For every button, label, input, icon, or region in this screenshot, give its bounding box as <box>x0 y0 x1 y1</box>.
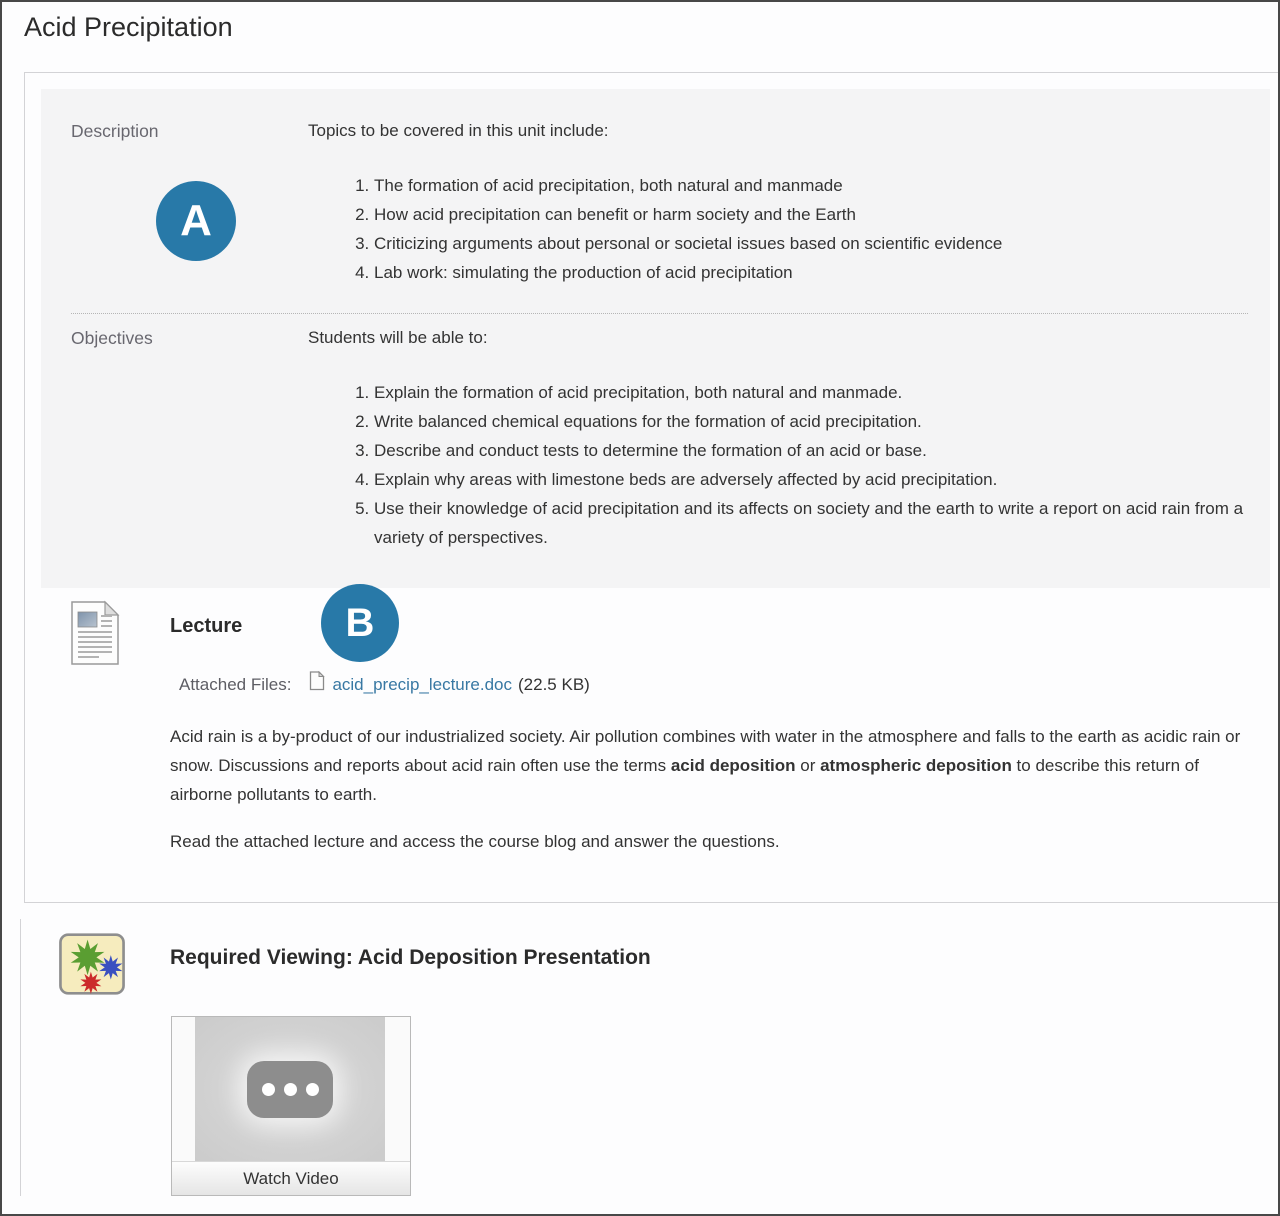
video-placeholder-icon <box>247 1061 333 1118</box>
lecture-instruction: Read the attached lecture and access the course blog and answer the questions. <box>170 832 780 851</box>
objectives-list-item: 4. Explain why areas with limestone beds are adversely affected by acid precipitation. <box>374 465 1244 494</box>
attached-files-row <box>179 671 1246 698</box>
topics-list <box>308 171 1244 287</box>
dot-icon <box>262 1083 275 1096</box>
objectives-content <box>308 326 1248 552</box>
description-label: Description <box>71 121 159 141</box>
attached-file-link[interactable]: acid_precip_lecture.doc <box>332 674 513 694</box>
description-row <box>71 119 1248 313</box>
topics-list-item: 1. The formation of acid precipitation, both natural and manmade <box>374 171 1244 200</box>
video-preview-area[interactable] <box>195 1017 385 1161</box>
dot-icon <box>306 1083 319 1096</box>
topics-list-item: 4. Lab work: simulating the production of acid precipitation <box>374 258 1244 287</box>
file-icon <box>309 671 325 698</box>
lecture-paragraph-text: or <box>795 756 821 775</box>
description-intro: Topics to be covered in this unit include: <box>308 121 609 140</box>
video-thumbnail[interactable] <box>171 1016 411 1196</box>
lecture-content-item <box>25 588 1278 856</box>
description-objectives-panel <box>41 89 1270 588</box>
topics-list-item: 2. How acid precipitation can benefit or harm society and the Earth <box>374 200 1244 229</box>
mashup-icon <box>58 933 126 1000</box>
objectives-list <box>308 378 1244 552</box>
watch-video-button[interactable]: Watch Video <box>172 1161 410 1195</box>
description-content <box>308 119 1248 287</box>
lecture-title: Lecture <box>170 615 243 637</box>
objectives-list-item: 3. Describe and conduct tests to determine the formation of an acid or base. <box>374 436 1244 465</box>
lecture-paragraph-text: Acid rain is a by-product of our industrialized society. Air pollution combines with water in the atmosphere and falls to the earth as acidic rain or snow. Discussions and reports about acid rain often use the terms <box>170 727 1241 775</box>
lecture-paragraph <box>170 722 1246 809</box>
lecture-paragraph-bold-term: acid deposition <box>670 756 796 775</box>
required-viewing-title: Required Viewing: Acid Deposition Presentation <box>170 946 651 969</box>
page-title: Acid Precipitation <box>24 12 233 42</box>
attached-file-size: (22.5 KB) <box>518 674 590 694</box>
document-icon <box>69 600 121 671</box>
dot-icon <box>284 1083 297 1096</box>
objectives-row <box>71 313 1248 552</box>
lecture-paragraph-bold-term: atmospheric deposition <box>820 756 1012 775</box>
objectives-intro: Students will be able to: <box>308 328 488 347</box>
unit-overview-item <box>24 72 1278 903</box>
description-label-column <box>71 119 308 287</box>
topics-list-item: 3. Criticizing arguments about personal or societal issues based on scientific evidence <box>374 229 1244 258</box>
objectives-list-item: 2. Write balanced chemical equations for the formation of acid precipitation. <box>374 407 1244 436</box>
objectives-label-column <box>71 326 308 552</box>
callout-a-badge-icon: A <box>156 181 236 261</box>
callout-b-badge-icon: B <box>321 584 399 662</box>
lecture-paragraph-text: to describe this return of airborne pollutants to earth. <box>170 756 1199 804</box>
objectives-label: Objectives <box>71 328 153 348</box>
objectives-list-item: 1. Explain the formation of acid precipitation, both natural and manmade. <box>374 378 1244 407</box>
objectives-list-item: 5. Use their knowledge of acid precipitation and its affects on society and the earth to write a report on acid rain from a variety of perspectives. <box>374 494 1244 552</box>
attached-files-label: Attached Files: <box>179 674 292 694</box>
required-viewing-item <box>20 919 1278 1196</box>
